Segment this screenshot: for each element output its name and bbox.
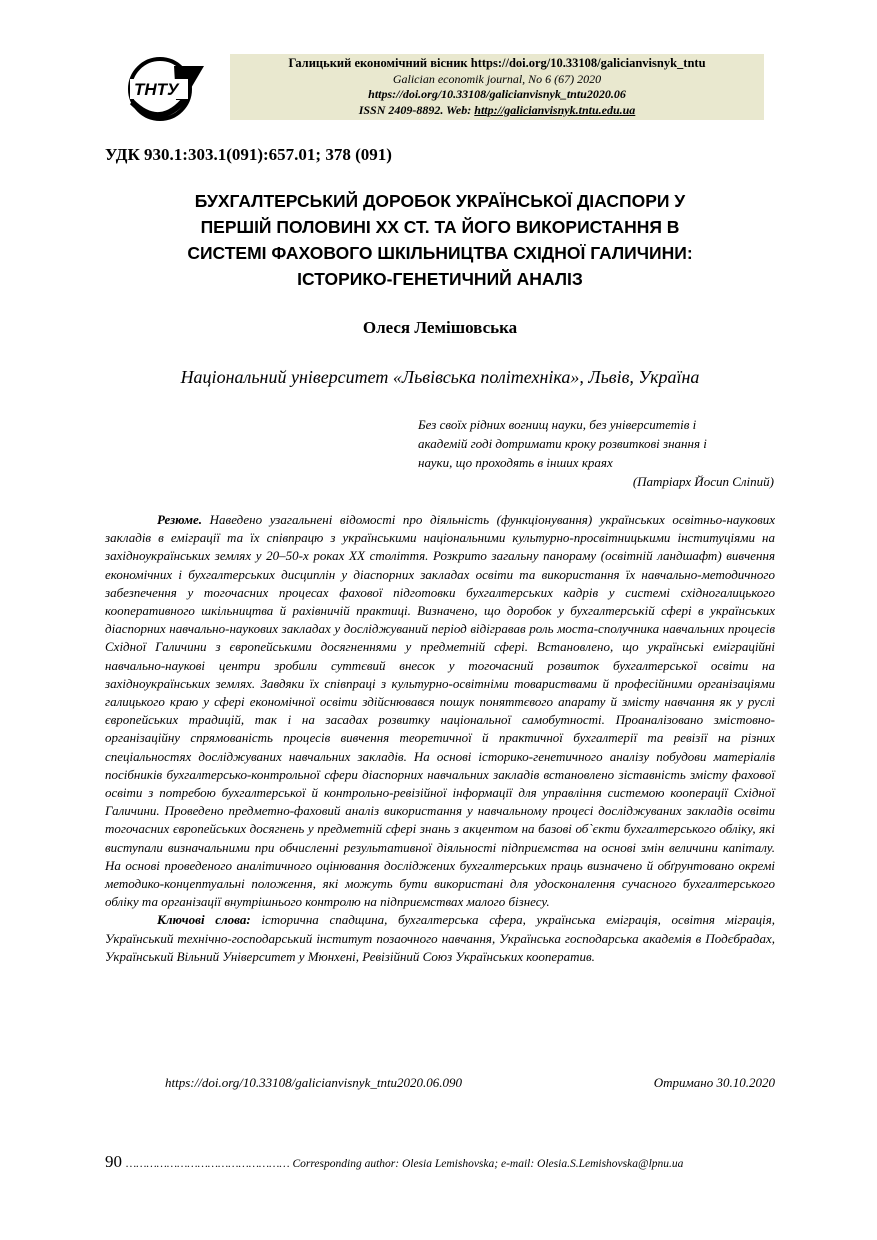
abstract-label: Резюме. [157,512,203,527]
abstract-text: Наведено узагальнені відомості про діяльність (функціонування) українських освітньо-наукових закладів в еміграції та їх співпрацю з українськими національними культурно-просвітницькими інституціями на західноукраїнських землях у 20–50-х роках ХХ століття. Розкрито загальну панораму (освітній ландшафт) вивчення економічних і бухгалтерських дисциплін у діаспорних закладах освіти та використання їх навчально-методичного забезпечення у тогочасних процесах фахової підготовки бухгалтерських кадрів у системі східногалицького кооперативного шкільництва й рахівничій практиці. Визначено, що доробок у бухгалтерській сфері в українських діаспорних навчально-наукових закладах у досліджуваний період відігравав роль моста-сполучника навчальних процесів Східної Галичини з європейськими досягненнями у предметній сфері. Встановлено, що українські еміграційні навчально-наукові центри зробили суттєвий внесок у тогочасний розвиток бухгалтерської освіти на західноукраїнських землях. Завдяки їх співпраці з культурно-освітніми товариствами й професійними організаціями галицького краю у сфері економічної освіти здійснювався пошук поняттєвого апарату й змісту навчання як у руслі європейських традицій, так і на засадах розвитку національної самобутності. Проаналізовано змістовно-організаційну спрямованість процесів вивчення теоретичної й практичної бухгалтерії та ревізії на різних спеціальностях досліджуваних навчальних закладів. На основі історико-генетичного аналізу побудови матеріалів посібників бухгалтерсько-контрольної сфери діаспорних навчальних закладів встановлено зіставність змісту фахової освіти з потребою бухгалтерської й контрольно-ревізійної інформації для управління системою кооперації Східної Галичини. Проведено предметно-фаховий аналіз використання у навчальному процесі досліджуваних закладів освіти тогочасних європейських досягнень у предметній сфері знань з акцентом на базові об`єкти бухгалтерського обліку, які виступали визначальними при обчисленні результативної діяльності підприємства на основі змін величини капіталу. На основі проведеного аналітичного оцінювання досліджених бухгалтерських праць визначено й обґрунтовано окремі методико-концептуальні положення, які можуть бути використані для удосконалення сучасного бухгалтерського обліку та організації внутрішнього контролю на підприємствах малого бізнесу. [105,512,776,910]
title-line: СИСТЕМІ ФАХОВОГО ШКІЛЬНИЦТВА СХІДНОЇ ГАЛИЧИНИ: [187,243,693,263]
journal-web-link[interactable]: http://galicianvisnyk.tntu.edu.ua [474,102,636,117]
received-date: Отримано 30.10.2020 [653,1075,775,1090]
header-line-2: Galician economik journal, No 6 (67) 2020 [392,71,602,86]
title-line: БУХГАЛТЕРСЬКИЙ ДОРОБОК УКРАЇНСЬКОЇ ДІАСПОРИ У [194,191,686,211]
epigraph-source: (Патріарх Йосип Сліпий) [632,474,774,489]
logo-text: ТНТУ [134,80,179,99]
udc-code: УДК 930.1:303.1(091):657.01; 378 (091) [105,145,392,164]
title-line: ПЕРШІЙ ПОЛОВИНІ ХХ СТ. ТА ЙОГО ВИКОРИСТАННЯ В [200,217,680,237]
corresponding-author: Corresponding author: Olesia Lemishovska; e-mail: Olesia.S.Lemishovska@lpnu.ua [292,1158,684,1170]
keywords-label: Ключові слова: [157,912,251,928]
page-number: 90 [105,1152,122,1171]
keywords-paragraph [105,911,775,966]
footer-dots: ………………………………………… [126,1158,293,1170]
abstract-paragraph [105,511,775,911]
epigraph-line: академій годі дотримати кроку розвиткові знання і [418,436,707,451]
abstract-section [105,511,775,966]
title-line: ІСТОРИКО-ГЕНЕТИЧНИЙ АНАЛІЗ [297,269,583,289]
epigraph-line: науки, що проходять в інших краях [418,455,613,470]
journal-header [230,54,764,120]
author-affiliation: Національний університет «Львівська політехніка», Львів, Україна [180,367,700,387]
article-doi[interactable]: https://doi.org/10.33108/galicianvisnyk_tntu2020.06.090 [165,1075,463,1090]
header-line-3: https://doi.org/10.33108/galicianvisnyk_tntu2020.06 [368,87,626,101]
issn-text: ISSN 2409-8892. Web: [358,102,475,117]
header-line-4 [230,103,764,119]
header-line-1: Галицький економічний вісник https://doi.org/10.33108/galicianvisnyk_tntu [288,56,706,70]
page-footer [105,1152,775,1172]
epigraph-line: Без своїх рідних вогнищ науки, без університетів і [418,417,697,432]
author-name: Олеся Лемішовська [362,318,518,337]
epigraph [418,415,778,491]
journal-logo [124,56,206,122]
article-title [105,188,775,292]
keywords-text: історична спадщина, бухгалтерська сфера, українська еміграція, освітня міграція, Український технічно-господарський інститут позаочного навчання, Українська господарська академія в Подєбрадах, Український Вільний Університет у Мюнхені, Ревізійний Союз Українських кооператив. [105,912,776,964]
